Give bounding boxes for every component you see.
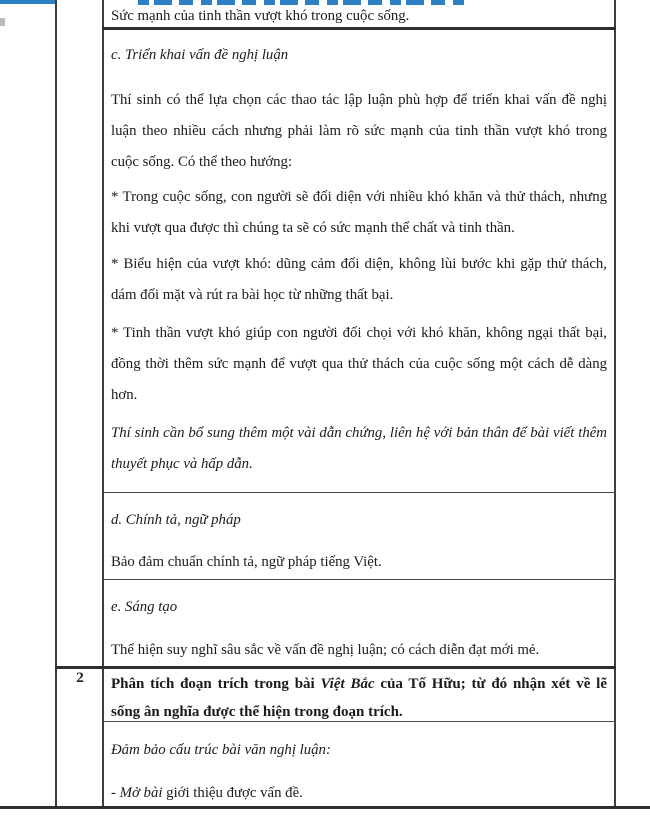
open-line-rest: giới thiệu được vấn đề. — [162, 785, 303, 801]
row-top-label: Sức mạnh của tinh thần vượt khó trong cuộc sống. — [111, 8, 410, 24]
question2-open-line — [111, 778, 607, 809]
section-c-bullet2: * Biểu hiện của vượt khó: dũng cảm đối diện, không lùi bước khi gặp thử thách, dám đối mặt và rút ra bài học từ những thất bại. — [111, 256, 607, 303]
row-divider-question2 — [55, 666, 616, 669]
question-number: 2 — [76, 670, 84, 686]
section-c-heading: c. Triển khai vấn đề nghị luận — [111, 47, 289, 63]
section-c-note: Thí sinh cần bổ sung thêm một vài dẫn chứng, liên hệ với bản thân để bài viết thêm thuyết phục và hấp dẫn. — [111, 425, 607, 472]
open-line-italic: - Mở bài — [111, 785, 163, 801]
question2-criteria-heading: Đảm bảo cấu trúc bài văn nghị luận: — [111, 742, 331, 758]
row-divider-before-d — [102, 492, 616, 493]
clipped-watermark-bar — [0, 0, 56, 4]
section-d-heading: d. Chính tả, ngữ pháp — [111, 512, 241, 528]
section-c-intro: Thí sinh có thể lựa chọn các thao tác lập luận phù hợp để triển khai vấn đề nghị luận theo nhiều cách nhưng phải làm rõ sức mạnh của tinh thần vượt khó trong cuộc sống. Có thể theo hướng: — [111, 92, 607, 170]
row-top-text — [111, 1, 607, 32]
row-divider-before-e — [102, 579, 616, 580]
section-e-heading: e. Sáng tạo — [111, 599, 178, 615]
question2-title: Phân tích đoạn trích trong bài Việt Bắc của Tố Hữu; từ đó nhận xét về lẽ sống ân nghĩa được thể hiện trong đoạn trích. — [111, 676, 607, 720]
table-border-right — [614, 0, 616, 808]
question2-title-work: Việt Bắc — [320, 676, 375, 692]
section-c-bullet1: * Trong cuộc sống, con người sẽ đối diện với nhiều khó khăn và thử thách, nhưng khi vượt qua được thì chúng ta sẽ có sức mạnh thể chất và tinh thần. — [111, 189, 607, 236]
scan-artifact — [0, 18, 5, 26]
section-d-body: Bảo đảm chuẩn chính tả, ngữ pháp tiếng Việt. — [111, 554, 382, 570]
section-c-bullet3: * Tinh thần vượt khó giúp con người đối chọi với khó khăn, không ngại thất bại, đồng thời thêm sức mạnh để vượt qua thử thách của cuộc sống một cách dễ dàng hơn. — [111, 325, 607, 403]
section-e-body: Thể hiện suy nghĩ sâu sắc về vấn đề nghị luận; có cách diễn đạt mới mẻ. — [111, 642, 540, 658]
